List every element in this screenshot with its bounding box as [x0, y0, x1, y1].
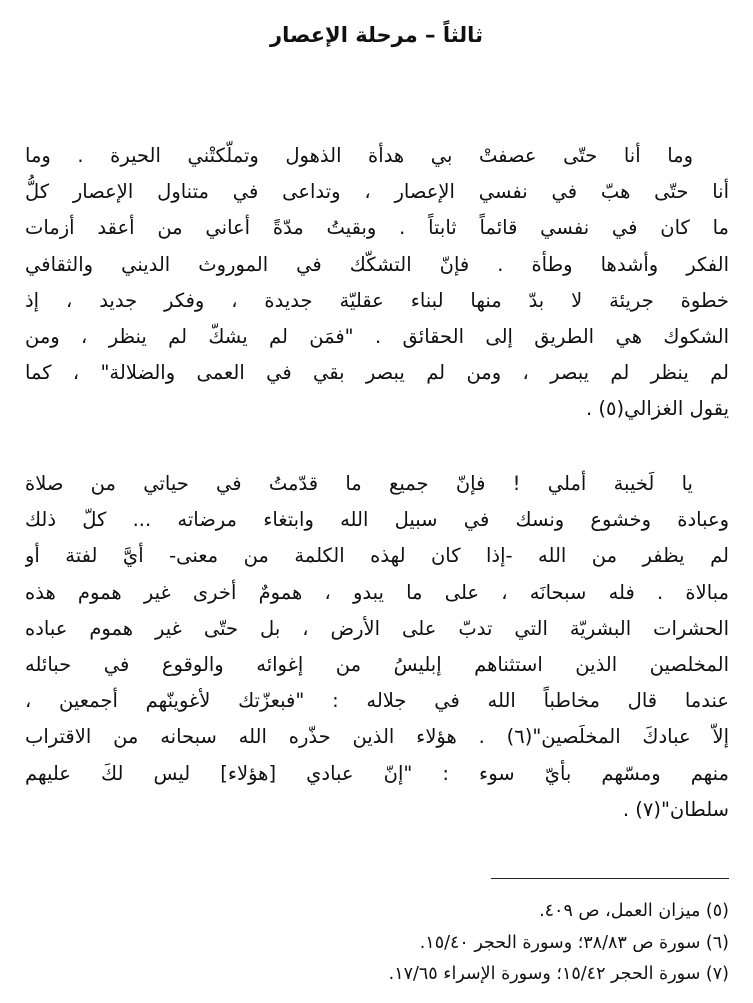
footnotes — [25, 896, 729, 991]
paragraph-line: يا لَخيبة أملي ! فإنّ جميع ما قدّمتُ في حياتي من صلاة — [25, 472, 693, 495]
paragraph-line: خطوة جريئة لا بدّ منها لبناء عقليّة جديدة ، وفكر جديد ، إذ — [25, 288, 729, 312]
paragraph-line: مبالاة . فله سبحانَه ، على ما يبدو ، همومٌ أخرى غير هموم هذه — [25, 580, 729, 604]
paragraph-line: وما أنا حتّى عصفتْ بي هدأة الذهول وتملّكتْني الحيرة . وما — [25, 144, 693, 167]
footnote-6: (٦) سورة ص ٣٨/٨٣؛ وسورة الحجر ١٥/٤٠. — [419, 932, 729, 953]
paragraph-line: أنا حتّى هبّ في نفسي الإعصار ، وتداعى في متناول الإعصار كلُّ — [25, 180, 729, 204]
paragraph-line: سلطان"(٧) . — [622, 797, 729, 821]
paragraph-line: لم ينظر لم يبصر ، ومن لم يبصر بقي في العمى والضلالة" ، كما — [25, 361, 729, 385]
paragraph-line: الحشرات البشريّة التي تدبّ على الأرض ، بل حتّى غير هموم عباده — [25, 616, 729, 640]
paragraph-line: إلاّ عبادكَ المخلَصين"(٦) . هؤلاء الذين حذّره الله سبحانه من الاقتراب — [25, 725, 729, 749]
section-heading: ثالثاً – مرحلة الإعصار — [270, 23, 483, 47]
paragraph-line: منهم ومسّهم بأيّ سوء : "إنّ عبادي [هؤلاء] ليس لكَ عليهم — [25, 761, 729, 785]
footnote-5: (٥) ميزان العمل، ص ٤٠٩. — [539, 901, 729, 921]
paragraph-line: يقول الغزالي(٥) . — [586, 397, 729, 421]
paragraph-line: ما كان في نفسي قائماً ثابتاً . وبقيتُ مدّةً أعاني من أعقد أزمات — [25, 216, 729, 240]
paragraph-line: الفكر وأشدها وطأة . فإنّ التشكّك في الموروث الديني والثقافي — [25, 252, 729, 276]
paragraph-1 — [25, 138, 729, 428]
paragraph-line: الشكوك هي الطريق إلى الحقائق . "فمَن لم يشكّ لم ينظر ، ومن — [25, 324, 729, 348]
paragraph-line: عندما قال مخاطباً الله في جلاله : "فبعزّتك لأغوينّهم أجمعين ، — [25, 689, 729, 713]
paragraph-line: لم يظفر من الله -إذا كان لهذه الكلمة من معنى- أيَّ لفتة أو — [25, 544, 729, 568]
footnote-divider — [491, 878, 729, 879]
paragraph-line: وعبادة وخشوع ونسك في سبيل الله وابتغاء مرضاته ... كلّ ذلك — [25, 508, 729, 532]
paragraph-2 — [25, 466, 729, 828]
footnote-7: (٧) سورة الحجر ١٥/٤٢؛ وسورة الإسراء ١٧/٦٥. — [388, 964, 729, 984]
paragraph-line: المخلصين الذين استثناهم إبليسُ من إغوائه والوقوع في حبائله — [25, 652, 729, 676]
